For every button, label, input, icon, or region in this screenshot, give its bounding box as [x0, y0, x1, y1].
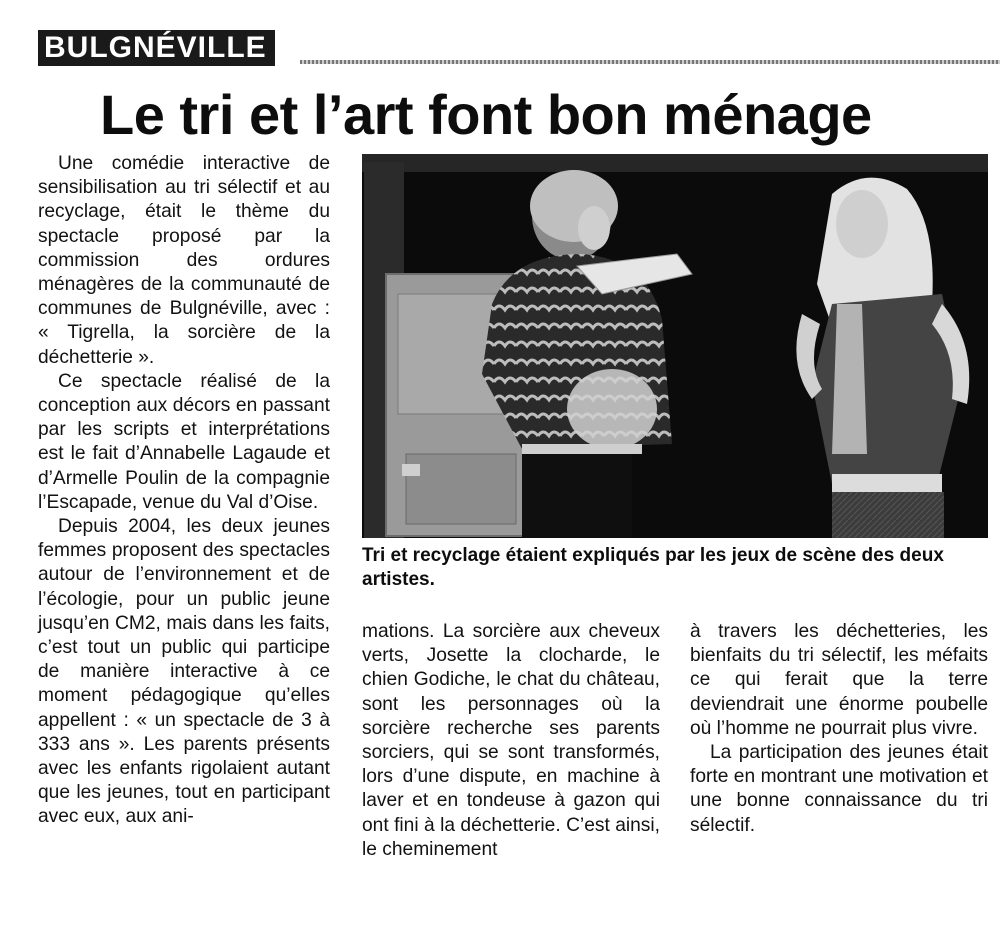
- article-column-3: [690, 620, 988, 838]
- photo-caption: Tri et recyclage étaient expliqués par les jeux de scène des deux artistes.: [362, 545, 944, 590]
- paragraph-intro: Une comédie interactive de sensibilisation au tri sélectif et au recyclage, était le thème du spectacle proposé par la commission des ordures ménagères de la communauté de communes de Bulgnéville, avec : « Tigrella, la sorcière de la déchetterie ».: [38, 153, 330, 368]
- stage-photo: [362, 154, 988, 538]
- paragraph-since-2004: Depuis 2004, les deux jeunes femmes proposent des spectacles autour de l’environnement et de l’écologie, pour un public jeune jusqu’en CM2, mais dans les faits, c’est tout un public qui participe de manière interactive à ce moment pédagogique qu’elles appellent : « un spectacle de 3 à 333 ans ». Les parents présents avec les enfants rigolaient autant que les jeunes, tout en participant avec eux, aux ani-: [38, 516, 330, 828]
- section-kicker: BULGNÉVILLE: [38, 30, 275, 66]
- paragraph-company: Ce spectacle réalisé de la conception aux décors en passant par les scripts et interprétations est le fait d’Annabelle Lagaude et d’Armelle Poulin de la compagnie l’Escapade, venue du Val d’Oise.: [38, 370, 330, 513]
- kicker-rule: [300, 60, 1000, 64]
- paragraph-participation: La participation des jeunes était forte en montrant une motivation et une bonne connaissance du tri sélectif.: [690, 742, 988, 836]
- article-column-2: [362, 620, 660, 862]
- headline: Le tri et l’art font bon ménage: [100, 83, 872, 146]
- article-column-1: [38, 152, 330, 830]
- paragraph-journey: à travers les déchetteries, les bienfaits du tri sélectif, les méfaits ce qui ferait que la terre deviendrait une énorme poubelle où l’homme ne pourrait plus vivre.: [690, 621, 988, 739]
- stage-photo-illustration: [362, 154, 988, 538]
- paragraph-characters: mations. La sorcière aux cheveux verts, Josette la clocharde, le chien Godiche, le chat du château, sont les personnages où la sorcière recherche ses parents sorciers, qui se sont transformés, lors d’une dispute, en machine à laver et en tondeuse à gazon qui ont fini à la déchetterie. C’est ainsi, le cheminement: [362, 621, 660, 860]
